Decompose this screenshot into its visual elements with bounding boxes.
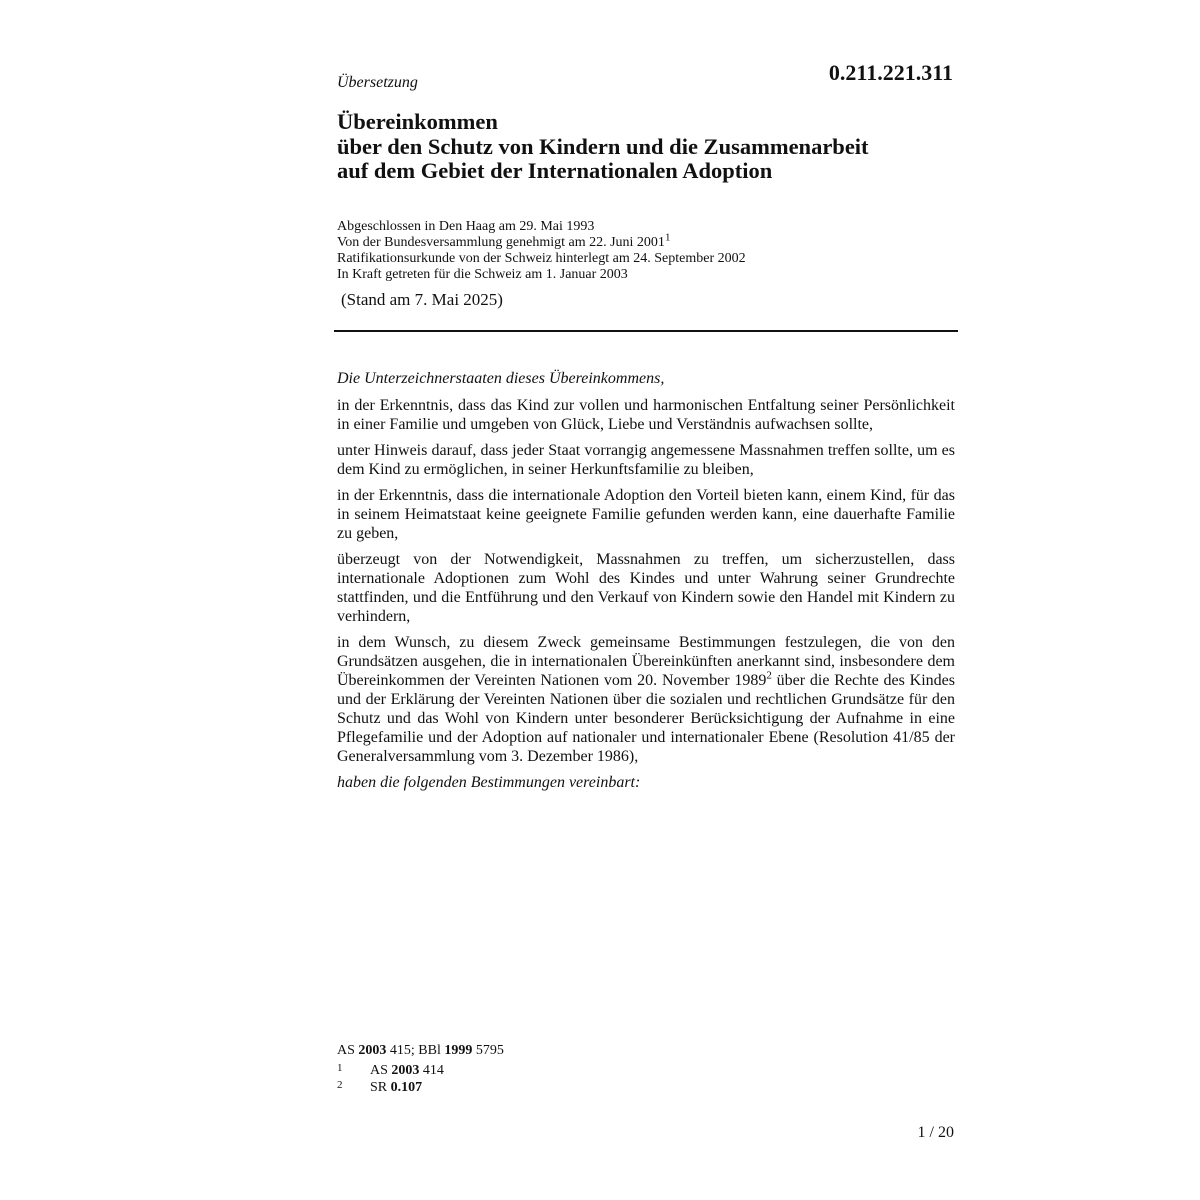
header-divider — [334, 330, 958, 332]
footnote-number: 2 — [337, 1079, 343, 1091]
document-metadata — [337, 219, 957, 283]
footnote-ref[interactable]: 2 — [766, 669, 772, 682]
preamble-paragraph: in der Erkenntnis, dass das Kind zur vollen und harmonischen Entfaltung seiner Persönlichkeit in einer Familie und umgeben von Glück, Liebe und Verständnis aufwachsen sollte, — [337, 397, 955, 433]
preamble — [337, 369, 955, 799]
footnote-number: 1 — [337, 1062, 343, 1074]
preamble-paragraph: in der Erkenntnis, dass die internationale Adoption den Vorteil bieten kann, einem Kind, für das in seinem Heimatstaat keine geeignete Familie gefunden werden kann, eine dauerhafte Familie zu geben, — [337, 487, 955, 542]
preamble-paragraph: in dem Wunsch, zu diesem Zweck gemeinsame Bestimmungen festzulegen, die von den Grundsätzen ausgehen, die in internationalen Übereinkünften anerkannt sind, insbesondere dem Übereinkommen der Vereinten Nationen vom 20. November 1989$^2$ über die Rechte des Kindes und der Erklärung der Vereinten Nationen über die sozialen und rechtlichen Grundsätze für den Schutz und das Wohl von Kindern unter besonderer Berücksichtigung der Aufnahme in eine Pflegefamilie und der Adoption auf nationaler und internationaler Ebene (Resolution 41/85 der Generalversammlung vom 3. Dezember 1986), — [337, 634, 955, 765]
source-reference: AS 2003 415; BBl 1999 5795 — [337, 1043, 504, 1058]
footnote-1: 1 AS 2003 414 — [337, 1062, 444, 1078]
page-number: 1 / 20 — [917, 1124, 954, 1141]
preamble-intro: Die Unterzeichnerstaaten dieses Übereinkommens, — [337, 370, 665, 387]
concluded-line: Abgeschlossen in Den Haag am 29. Mai 1993 — [337, 219, 595, 234]
approved-line: Von der Bundesversammlung genehmigt am 22. Juni 2001$^1$ — [337, 231, 671, 250]
title-line: über den Schutz von Kindern und die Zusammenarbeit — [337, 133, 869, 159]
ratification-line: Ratifikationsurkunde von der Schweiz hinterlegt am 24. September 2002 — [337, 251, 746, 266]
footnote-2: 2 SR 0.107 — [337, 1079, 423, 1095]
in-force-line: In Kraft getreten für die Schweiz am 1. Januar 2003 — [337, 267, 628, 282]
translation-label: Übersetzung — [337, 74, 418, 91]
title-line: Übereinkommen — [337, 109, 498, 134]
status-date: (Stand am 7. Mai 2025) — [341, 290, 503, 309]
preamble-closing: haben die folgenden Bestimmungen vereinbart: — [337, 774, 641, 791]
preamble-paragraph: überzeugt von der Notwendigkeit, Massnahmen zu treffen, um sicherzustellen, dass internationale Adoptionen zum Wohl des Kindes und unter Wahrung seiner Grundrechte stattfinden, und die Entführung und den Verkauf von Kindern sowie den Handel mit Kindern zu verhindern, — [337, 551, 955, 625]
title-line: auf dem Gebiet der Internationalen Adoption — [337, 158, 773, 183]
sr-number: 0.211.221.311 — [828, 60, 953, 85]
preamble-paragraph: unter Hinweis darauf, dass jeder Staat vorrangig angemessene Massnahmen treffen sollte, um es dem Kind zu ermöglichen, in seiner Herkunftsfamilie zu bleiben, — [337, 442, 955, 478]
document-title — [337, 110, 977, 184]
footnote-ref[interactable]: 1 — [664, 231, 671, 244]
